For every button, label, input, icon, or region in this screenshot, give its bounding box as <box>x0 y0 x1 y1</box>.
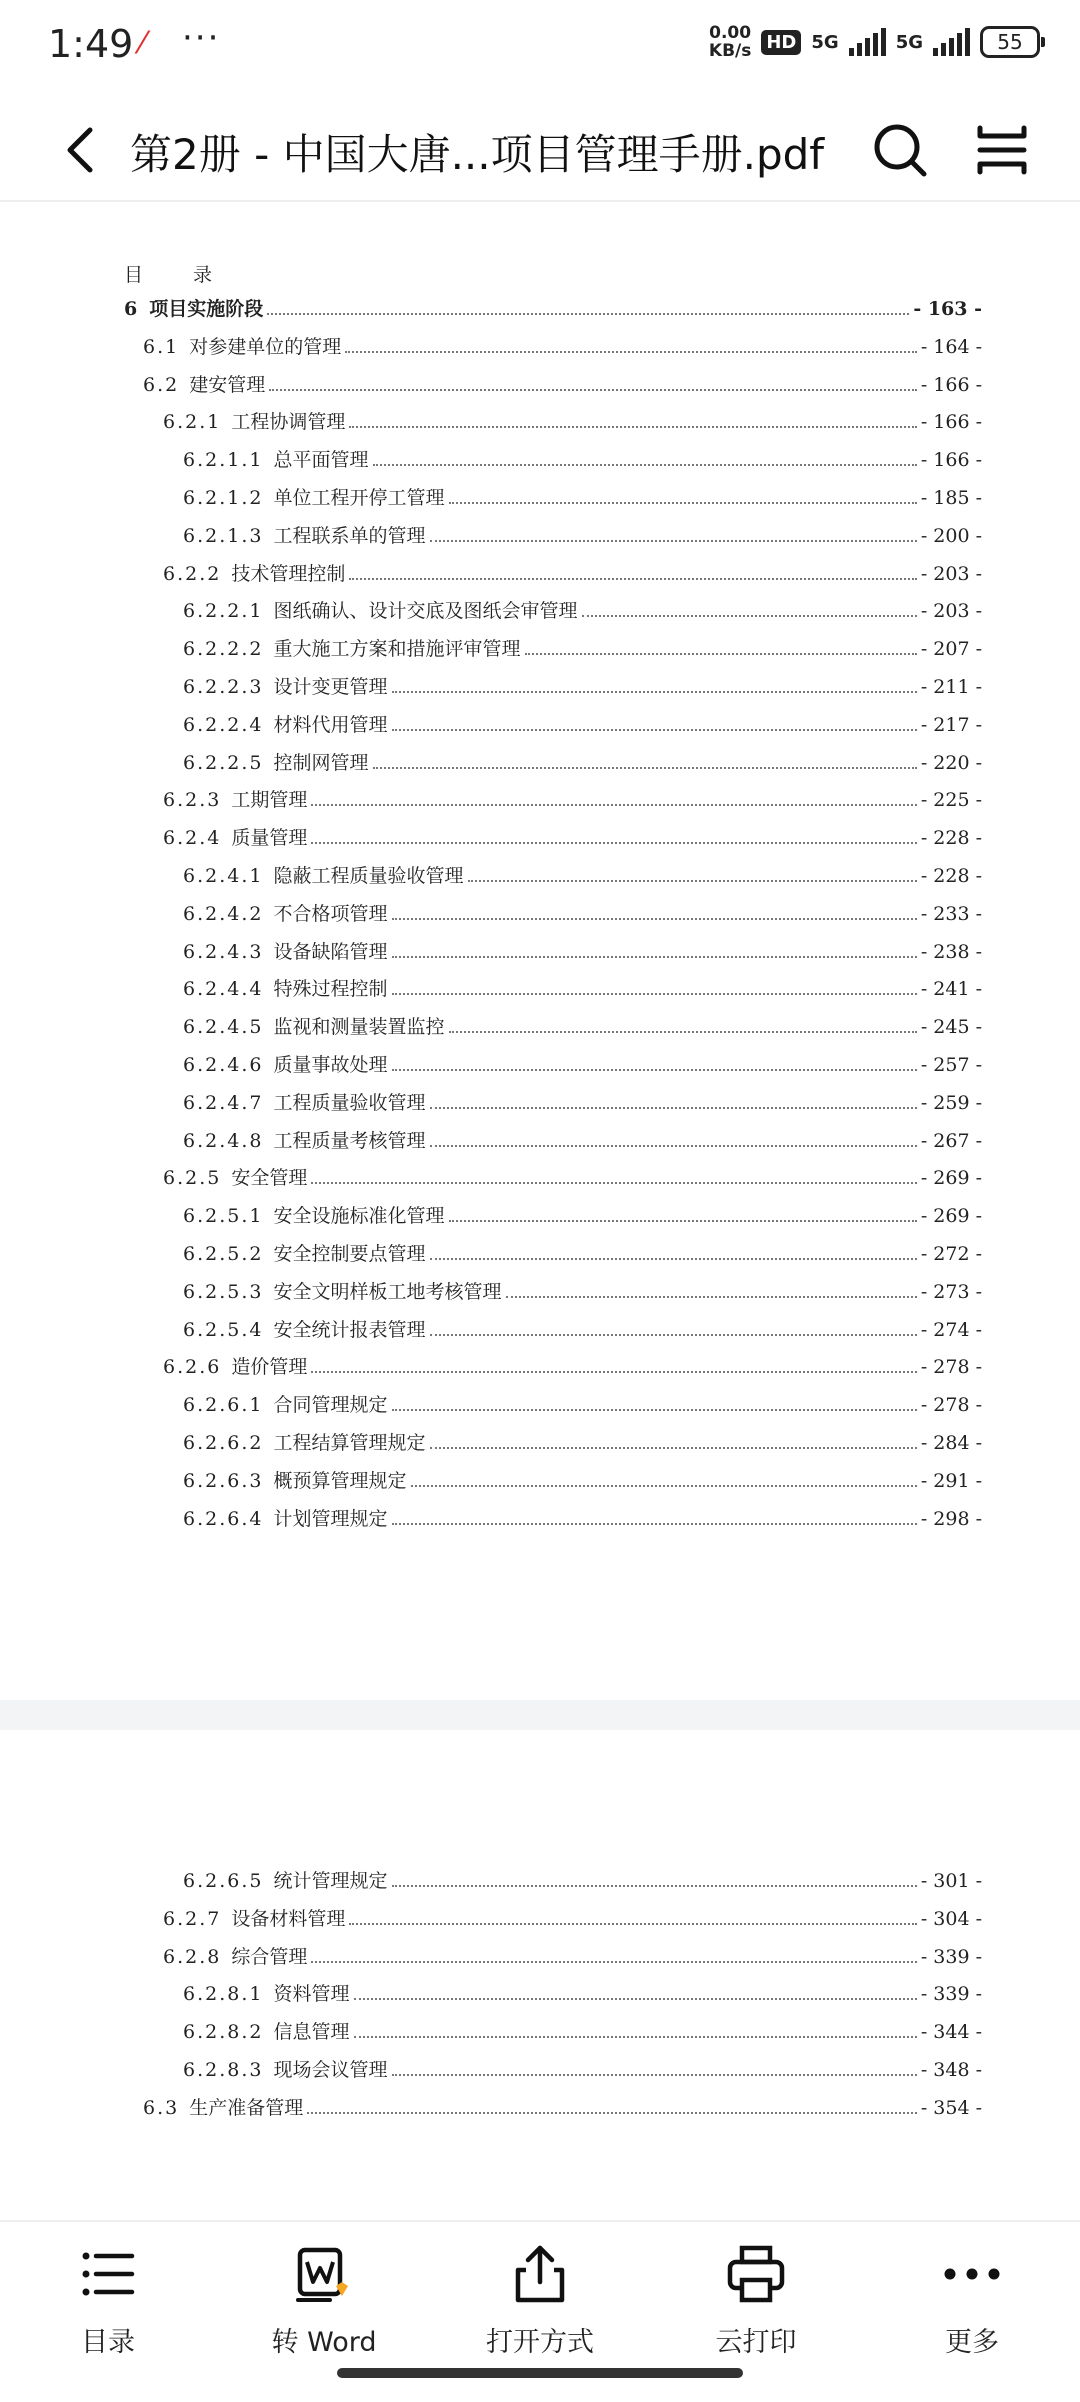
toc-entry[interactable] <box>183 2017 982 2047</box>
toc-dot-leader <box>267 312 909 315</box>
toc-entry-number: 6.2.5.3 <box>183 1280 264 1303</box>
toc-entry-number: 6.2.2.2 <box>183 638 264 661</box>
toc-entry-number: 6.2.6.2 <box>183 1432 264 1454</box>
toc-dot-leader <box>468 879 917 882</box>
toc-entry-page: - 274 - <box>920 1318 982 1341</box>
toc-entry[interactable] <box>183 710 982 740</box>
toc-entry-title: 安全管理 <box>231 1167 308 1190</box>
toc-dot-leader <box>430 1446 917 1449</box>
toc-entry[interactable] <box>183 634 982 664</box>
toc-entry-title: 项目实施阶段 <box>149 298 264 320</box>
toc-entry[interactable] <box>163 407 982 437</box>
toc-dot-leader <box>430 1144 917 1147</box>
toc-entry[interactable] <box>183 1201 982 1231</box>
toc-entry-number: 6.2.3 <box>163 789 222 812</box>
network-speed-unit: KB/s <box>708 41 752 61</box>
toc-entry-number: 6.1 <box>143 335 180 358</box>
toc-entry-page: - 291 - <box>920 1469 982 1492</box>
toc-entry-title: 安全文明样板工地考核管理 <box>273 1280 502 1303</box>
more-dots-icon <box>940 2242 1004 2306</box>
toc-entry-page: - 233 - <box>920 902 982 925</box>
toc-entry-title: 不合格项管理 <box>273 902 388 925</box>
toc-entry[interactable] <box>183 1504 982 1534</box>
toc-entry-title: 安全控制要点管理 <box>273 1243 426 1265</box>
toc-entry-page: - 278 - <box>920 1394 982 1417</box>
toc-entry-number: 6.2.6.4 <box>183 1507 264 1530</box>
toc-entry[interactable] <box>183 1866 982 1896</box>
status-bar <box>0 0 1080 90</box>
open-with-label: 打开方式 <box>486 2327 594 2358</box>
toc-dot-leader <box>354 1997 917 2000</box>
toc-entry-page: - 166 - <box>920 449 982 472</box>
toc-entry-page: - 301 - <box>920 1870 982 1892</box>
toc-entry-page: - 272 - <box>920 1243 982 1265</box>
toc-entry-page: - 228 - <box>920 865 982 887</box>
toc-entry-title: 合同管理规定 <box>273 1394 388 1417</box>
toc-entry[interactable] <box>143 332 982 362</box>
back-button[interactable] <box>52 120 112 180</box>
pdf-page-2[interactable] <box>0 1730 1080 2220</box>
toc-entry-number: 6.3 <box>143 2096 180 2119</box>
toc-entry[interactable] <box>183 974 982 1004</box>
toc-entry-number: 6.2 <box>143 373 180 396</box>
toc-entry-title: 图纸确认、设计交底及图纸会审管理 <box>273 600 578 623</box>
toc-entry-page: - 203 - <box>920 600 982 623</box>
toc-entry-title: 工程结算管理规定 <box>273 1432 426 1454</box>
toc-entry-title: 重大施工方案和措施评审管理 <box>273 638 521 661</box>
toc-dot-leader <box>345 350 917 353</box>
toc-dot-leader <box>349 577 916 580</box>
toc-dot-leader <box>373 766 917 769</box>
toc-entry-page: - 273 - <box>920 1280 982 1303</box>
toc-entry[interactable] <box>183 748 982 778</box>
toc-dot-leader <box>392 917 917 920</box>
toc-entry-title: 设备材料管理 <box>231 1907 346 1930</box>
toc-entry-title: 现场会议管理 <box>273 2059 388 2081</box>
toc-dot-leader <box>311 1370 916 1373</box>
toc-entry-page: - 166 - <box>920 411 982 434</box>
toc-dot-leader <box>311 841 916 844</box>
toc-entry-title: 工程联系单的管理 <box>273 524 426 547</box>
toc-entry-title: 材料代用管理 <box>273 713 388 736</box>
toc-entry[interactable] <box>163 1163 982 1193</box>
toc-entry-page: - 164 - <box>920 335 982 358</box>
toc-entry-number: 6.2.2 <box>163 562 222 585</box>
toc-dot-leader <box>392 690 917 693</box>
toc-dot-leader <box>349 425 916 428</box>
toc-entry-title: 综合管理 <box>231 1945 308 1968</box>
toc-entry-page: - 166 - <box>920 373 982 396</box>
network-speed-value: 0.00 <box>709 23 752 43</box>
toc-entry[interactable] <box>183 1050 982 1080</box>
toc-entry-page: - 241 - <box>920 978 982 1001</box>
toc-entry-page: - 257 - <box>920 1054 982 1076</box>
search-button[interactable] <box>868 118 932 182</box>
notification-icon: ⁄ <box>140 26 146 61</box>
menu-icon <box>970 118 1034 182</box>
toc-entry[interactable] <box>183 1428 982 1458</box>
toc-dot-leader <box>392 728 917 731</box>
toc-entry-title: 单位工程开停工管理 <box>273 487 445 509</box>
toc-entry-title: 统计管理规定 <box>273 1870 388 1892</box>
toc-entry-number: 6 <box>124 298 140 320</box>
share-icon <box>508 2242 572 2306</box>
toc-dot-leader <box>269 388 917 391</box>
network-type-1: 5G <box>811 31 839 53</box>
toc-entry-number: 6.2.1.3 <box>183 524 264 547</box>
toc-entry-page: - 200 - <box>920 524 982 547</box>
toc-entry[interactable] <box>183 1466 982 1496</box>
toc-entry[interactable] <box>163 1352 982 1382</box>
toc-entry-number: 6.2.6 <box>163 1356 222 1379</box>
toc-dot-leader <box>349 1922 916 1925</box>
more-button[interactable] <box>872 2242 1072 2359</box>
signal-icon <box>849 28 886 56</box>
toc-entry-number: 6.2.5.2 <box>183 1243 264 1265</box>
toc-entry-number: 6.2.4 <box>163 827 222 850</box>
toc-entry-title: 对参建单位的管理 <box>189 335 342 358</box>
toc-entry-title: 控制网管理 <box>273 751 369 774</box>
toc-entry-page: - 344 - <box>920 2021 982 2044</box>
hd-voice-badge: HD <box>761 30 801 55</box>
toc-dot-leader <box>373 463 917 466</box>
more-notifications-icon: ··· <box>182 18 221 58</box>
toc-entry-page: - 163 - <box>913 298 982 320</box>
toc-entry-title: 工程质量验收管理 <box>273 1091 426 1114</box>
toc-entry-page: - 304 - <box>920 1907 982 1930</box>
convert-word-button[interactable] <box>224 2242 424 2359</box>
toc-entry-title: 总平面管理 <box>273 449 369 472</box>
toc-entry-page: - 203 - <box>920 562 982 585</box>
cloud-print-button[interactable] <box>656 2242 856 2359</box>
open-with-button[interactable] <box>440 2242 640 2359</box>
toc-dot-leader <box>582 614 917 617</box>
toc-entry-title: 造价管理 <box>231 1356 308 1379</box>
battery-icon: 55 <box>980 26 1040 58</box>
toc-entry-number: 6.2.4.5 <box>183 1016 264 1039</box>
toc-entry-number: 6.2.2.3 <box>183 676 264 698</box>
toc-entry-page: - 354 - <box>920 2096 982 2119</box>
toc-entry-number: 6.2.2.5 <box>183 751 264 774</box>
toc-entry-title: 质量事故处理 <box>273 1054 388 1076</box>
toc-entry-number: 6.2.4.7 <box>183 1091 264 1114</box>
toc-dot-leader <box>430 1257 917 1260</box>
toc-entry-title: 信息管理 <box>273 2021 350 2044</box>
toc-entry-number: 6.2.4.3 <box>183 940 264 963</box>
toc-entry[interactable] <box>183 1126 982 1156</box>
toc-entry-page: - 220 - <box>920 751 982 774</box>
toc-dot-leader <box>392 1884 917 1887</box>
home-indicator[interactable] <box>337 2368 743 2378</box>
toc-entry-page: - 284 - <box>920 1432 982 1454</box>
toc-entry-number: 6.2.5 <box>163 1167 222 1190</box>
toc-entry-number: 6.2.8.1 <box>183 1983 264 2006</box>
toc-entry-page: - 211 - <box>920 676 982 698</box>
toc-button[interactable] <box>8 2242 208 2359</box>
toc-entry-page: - 225 - <box>920 789 982 812</box>
toc-dot-leader <box>430 1333 917 1336</box>
toc-dot-leader <box>430 1106 917 1109</box>
toc-entry[interactable] <box>163 1904 982 1934</box>
cloud-print-label: 云打印 <box>715 2327 797 2358</box>
toc-entry-page: - 228 - <box>920 827 982 850</box>
signal-icon-2 <box>933 28 970 56</box>
toc-entry-title: 设计变更管理 <box>273 676 388 698</box>
toc-entry[interactable] <box>163 1942 982 1972</box>
toc-entry-number: 6.2.6.1 <box>183 1394 264 1417</box>
clock: 1:49 <box>48 22 134 66</box>
toc-entry-page: - 269 - <box>920 1205 982 1228</box>
toc-entry-title: 质量管理 <box>231 827 308 850</box>
toc-entry-title: 安全统计报表管理 <box>273 1318 426 1341</box>
toc-entry-number: 6.2.4.2 <box>183 902 264 925</box>
toc-entry-number: 6.2.7 <box>163 1907 222 1930</box>
toc-entry[interactable] <box>183 1012 982 1042</box>
toc-dot-leader <box>449 1030 917 1033</box>
toc-entry-title: 特殊过程控制 <box>273 978 388 1001</box>
toc-entry-number: 6.2.8.2 <box>183 2021 264 2044</box>
toc-entry-number: 6.2.2.4 <box>183 713 264 736</box>
top-bar <box>0 100 1080 202</box>
toc-entry[interactable] <box>163 785 982 815</box>
toc-entry-number: 6.2.5.1 <box>183 1205 264 1228</box>
toc-dot-leader <box>392 2073 917 2076</box>
menu-button[interactable] <box>970 118 1034 182</box>
toc-dot-leader <box>311 1181 916 1184</box>
toc-entry-page: - 259 - <box>920 1091 982 1114</box>
pdf-page-1[interactable] <box>0 202 1080 1700</box>
toc-dot-leader <box>449 501 917 504</box>
network-speed <box>709 24 751 60</box>
more-button-label: 更多 <box>945 2327 999 2358</box>
toc-entry[interactable] <box>183 1979 982 2009</box>
toc-entry-number: 6.2.4.1 <box>183 865 264 887</box>
toc-entry-title: 计划管理规定 <box>273 1507 388 1530</box>
toc-entry-title: 建安管理 <box>189 373 266 396</box>
convert-word-label: 转 Word <box>271 2327 377 2358</box>
toc-dot-leader <box>307 2111 917 2114</box>
toc-entry[interactable] <box>183 2055 982 2085</box>
toc-dot-leader <box>392 1522 917 1525</box>
toc-entry[interactable] <box>183 861 982 891</box>
toc-entry-title: 隐蔽工程质量验收管理 <box>273 865 464 887</box>
toc-entry-number: 6.2.4.6 <box>183 1054 264 1076</box>
toc-entry-number: 6.2.1 <box>163 411 222 434</box>
toc-button-label: 目录 <box>81 2327 135 2358</box>
toc-entry-title: 工程质量考核管理 <box>273 1129 426 1152</box>
toc-dot-leader <box>311 803 916 806</box>
print-icon <box>724 2242 788 2306</box>
toc-entry[interactable] <box>183 672 982 702</box>
toc-entry[interactable] <box>143 2093 982 2123</box>
toc-entry[interactable] <box>183 899 982 929</box>
toc-dot-leader <box>392 992 917 995</box>
toc-dot-leader <box>449 1219 917 1222</box>
toc-dot-leader <box>311 1960 916 1963</box>
toc-entry-page: - 238 - <box>920 940 982 963</box>
toc-entry[interactable] <box>183 1390 982 1420</box>
toc-entry[interactable] <box>183 1239 982 1269</box>
list-icon <box>76 2242 140 2306</box>
toc-entry-number: 6.2.5.4 <box>183 1318 264 1341</box>
toc-dot-leader <box>392 1068 917 1071</box>
network-type-2: 5G <box>895 31 923 53</box>
toc-entry-number: 6.2.1.1 <box>183 449 264 472</box>
toc-entry-page: - 348 - <box>920 2059 982 2081</box>
toc-entry-number: 6.2.6.5 <box>183 1870 264 1892</box>
toc-entry-number: 6.2.4.4 <box>183 978 264 1001</box>
toc-entry[interactable] <box>183 1315 982 1345</box>
toc-entry[interactable] <box>183 937 982 967</box>
toc-entry[interactable] <box>183 1277 982 1307</box>
toc-entry[interactable] <box>183 596 982 626</box>
toc-entry-page: - 207 - <box>920 638 982 661</box>
toc-entry-page: - 185 - <box>920 487 982 509</box>
toc-dot-leader <box>392 1408 917 1411</box>
toc-entry-title: 概预算管理规定 <box>273 1469 407 1492</box>
toc-entry-number: 6.2.8.3 <box>183 2059 264 2081</box>
toc-entry-title: 工程协调管理 <box>231 411 346 434</box>
toc-entry-title: 监视和测量装置监控 <box>273 1016 445 1039</box>
toc-entry-title: 设备缺陷管理 <box>273 940 388 963</box>
back-arrow-icon <box>52 120 112 180</box>
toc-entry-number: 6.2.2.1 <box>183 600 264 623</box>
toc-entry-number: 6.2.4.8 <box>183 1129 264 1152</box>
toc-dot-leader <box>411 1484 917 1487</box>
toc-entry[interactable] <box>183 483 982 513</box>
toc-entry[interactable] <box>124 294 982 324</box>
toc-entry-page: - 245 - <box>920 1016 982 1039</box>
toc-dot-leader <box>430 539 917 542</box>
document-title: 第2册 - 中国大唐...项目管理手册.pdf <box>130 130 825 179</box>
toc-dot-leader <box>392 955 917 958</box>
toc-entry-page: - 298 - <box>920 1507 982 1530</box>
toc-entry-title: 安全设施标准化管理 <box>273 1205 445 1228</box>
toc-entry-title: 生产准备管理 <box>189 2096 304 2119</box>
toc-entry-page: - 267 - <box>920 1129 982 1152</box>
toc-entry-number: 6.2.1.2 <box>183 487 264 509</box>
toc-entry-number: 6.2.6.3 <box>183 1469 264 1492</box>
toc-dot-leader <box>354 2035 917 2038</box>
search-icon <box>868 118 932 182</box>
toc-entry-page: - 278 - <box>920 1356 982 1379</box>
toc-entry-title: 技术管理控制 <box>231 562 346 585</box>
toc-entry-page: - 217 - <box>920 713 982 736</box>
toc-entry-page: - 269 - <box>920 1167 982 1190</box>
toc-dot-leader <box>506 1295 917 1298</box>
toc-entry-number: 6.2.8 <box>163 1945 222 1968</box>
page-separator <box>0 1700 1080 1730</box>
toc-entry-page: - 339 - <box>920 1945 982 1968</box>
toc-entry[interactable] <box>163 559 982 589</box>
toc-dot-leader <box>525 652 917 655</box>
toc-heading: 目 录 <box>124 264 235 286</box>
toc-entry-page: - 339 - <box>920 1983 982 2006</box>
toc-entry[interactable] <box>143 370 982 400</box>
toc-entry-title: 资料管理 <box>273 1983 350 2006</box>
toc-entry[interactable] <box>183 1088 982 1118</box>
toc-entry[interactable] <box>183 445 982 475</box>
toc-entry[interactable] <box>183 521 982 551</box>
toc-entry-title: 工期管理 <box>231 789 308 812</box>
toc-entry[interactable] <box>163 823 982 853</box>
word-convert-icon <box>292 2242 356 2306</box>
